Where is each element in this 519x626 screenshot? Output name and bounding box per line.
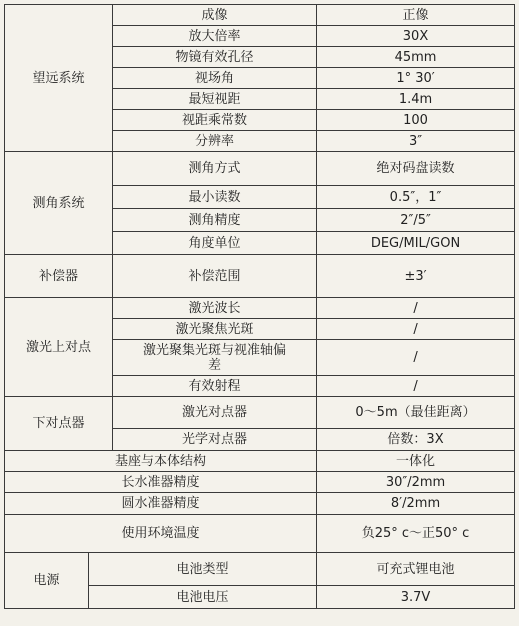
spec-label: 长水准器精度 <box>5 472 317 493</box>
spec-table <box>4 4 515 609</box>
spec-value: / <box>317 376 515 397</box>
spec-label: 分辨率 <box>113 131 317 152</box>
spec-label: 基座与本体结构 <box>5 451 317 472</box>
category-telescope: 望远系统 <box>5 5 113 152</box>
spec-value: / <box>317 340 515 376</box>
spec-label: 激光波长 <box>113 298 317 319</box>
spec-label: 测角方式 <box>113 152 317 186</box>
spec-label: 使用环境温度 <box>5 515 317 553</box>
table-row <box>5 152 515 186</box>
spec-label: 激光聚集光斑与视准轴偏差 <box>113 340 317 376</box>
spec-label: 激光对点器 <box>113 397 317 429</box>
spec-label: 补偿范围 <box>113 255 317 298</box>
spec-label: 放大倍率 <box>113 26 317 47</box>
spec-label: 角度单位 <box>113 232 317 255</box>
spec-value: 0～5m（最佳距离） <box>317 397 515 429</box>
table-row <box>5 255 515 298</box>
table-row <box>5 298 515 319</box>
spec-label: 电池类型 <box>89 553 317 586</box>
spec-value: 2″/5″ <box>317 209 515 232</box>
spec-label: 测角精度 <box>113 209 317 232</box>
spec-label: 激光聚焦光斑 <box>113 319 317 340</box>
table-row <box>5 553 515 586</box>
spec-label: 物镜有效孔径 <box>113 47 317 68</box>
spec-value: 负25° c～正50° c <box>317 515 515 553</box>
spec-value: 45mm <box>317 47 515 68</box>
spec-label: 视场角 <box>113 68 317 89</box>
spec-value: 100 <box>317 110 515 131</box>
spec-label: 有效射程 <box>113 376 317 397</box>
spec-value: 绝对码盘读数 <box>317 152 515 186</box>
spec-label: 视距乘常数 <box>113 110 317 131</box>
spec-label: 圆水准器精度 <box>5 493 317 515</box>
spec-value: DEG/MIL/GON <box>317 232 515 255</box>
spec-value: 倍数：3X <box>317 429 515 451</box>
spec-value: / <box>317 298 515 319</box>
category-angle: 测角系统 <box>5 152 113 255</box>
spec-value: 30X <box>317 26 515 47</box>
table-row <box>5 493 515 515</box>
table-row <box>5 451 515 472</box>
spec-value: 正像 <box>317 5 515 26</box>
spec-value: 3″ <box>317 131 515 152</box>
spec-value: 0.5″，1″ <box>317 186 515 209</box>
table-row <box>5 5 515 26</box>
category-lower-plummet: 下对点器 <box>5 397 113 451</box>
spec-label: 成像 <box>113 5 317 26</box>
table-row <box>5 472 515 493</box>
category-power: 电源 <box>5 553 89 609</box>
category-compensator: 补偿器 <box>5 255 113 298</box>
spec-value: 30″/2mm <box>317 472 515 493</box>
spec-label: 光学对点器 <box>113 429 317 451</box>
spec-value: 3.7V <box>317 586 515 609</box>
table-row <box>5 515 515 553</box>
spec-value: / <box>317 319 515 340</box>
table-row <box>5 397 515 429</box>
spec-label: 最小读数 <box>113 186 317 209</box>
spec-table-wrapper <box>4 4 515 609</box>
spec-label: 电池电压 <box>89 586 317 609</box>
spec-value: ±3′ <box>317 255 515 298</box>
spec-value: 8′/2mm <box>317 493 515 515</box>
spec-value: 1.4m <box>317 89 515 110</box>
spec-value: 可充式锂电池 <box>317 553 515 586</box>
category-laser-plummet: 激光上对点 <box>5 298 113 397</box>
spec-value: 一体化 <box>317 451 515 472</box>
spec-value: 1° 30′ <box>317 68 515 89</box>
spec-label: 最短视距 <box>113 89 317 110</box>
